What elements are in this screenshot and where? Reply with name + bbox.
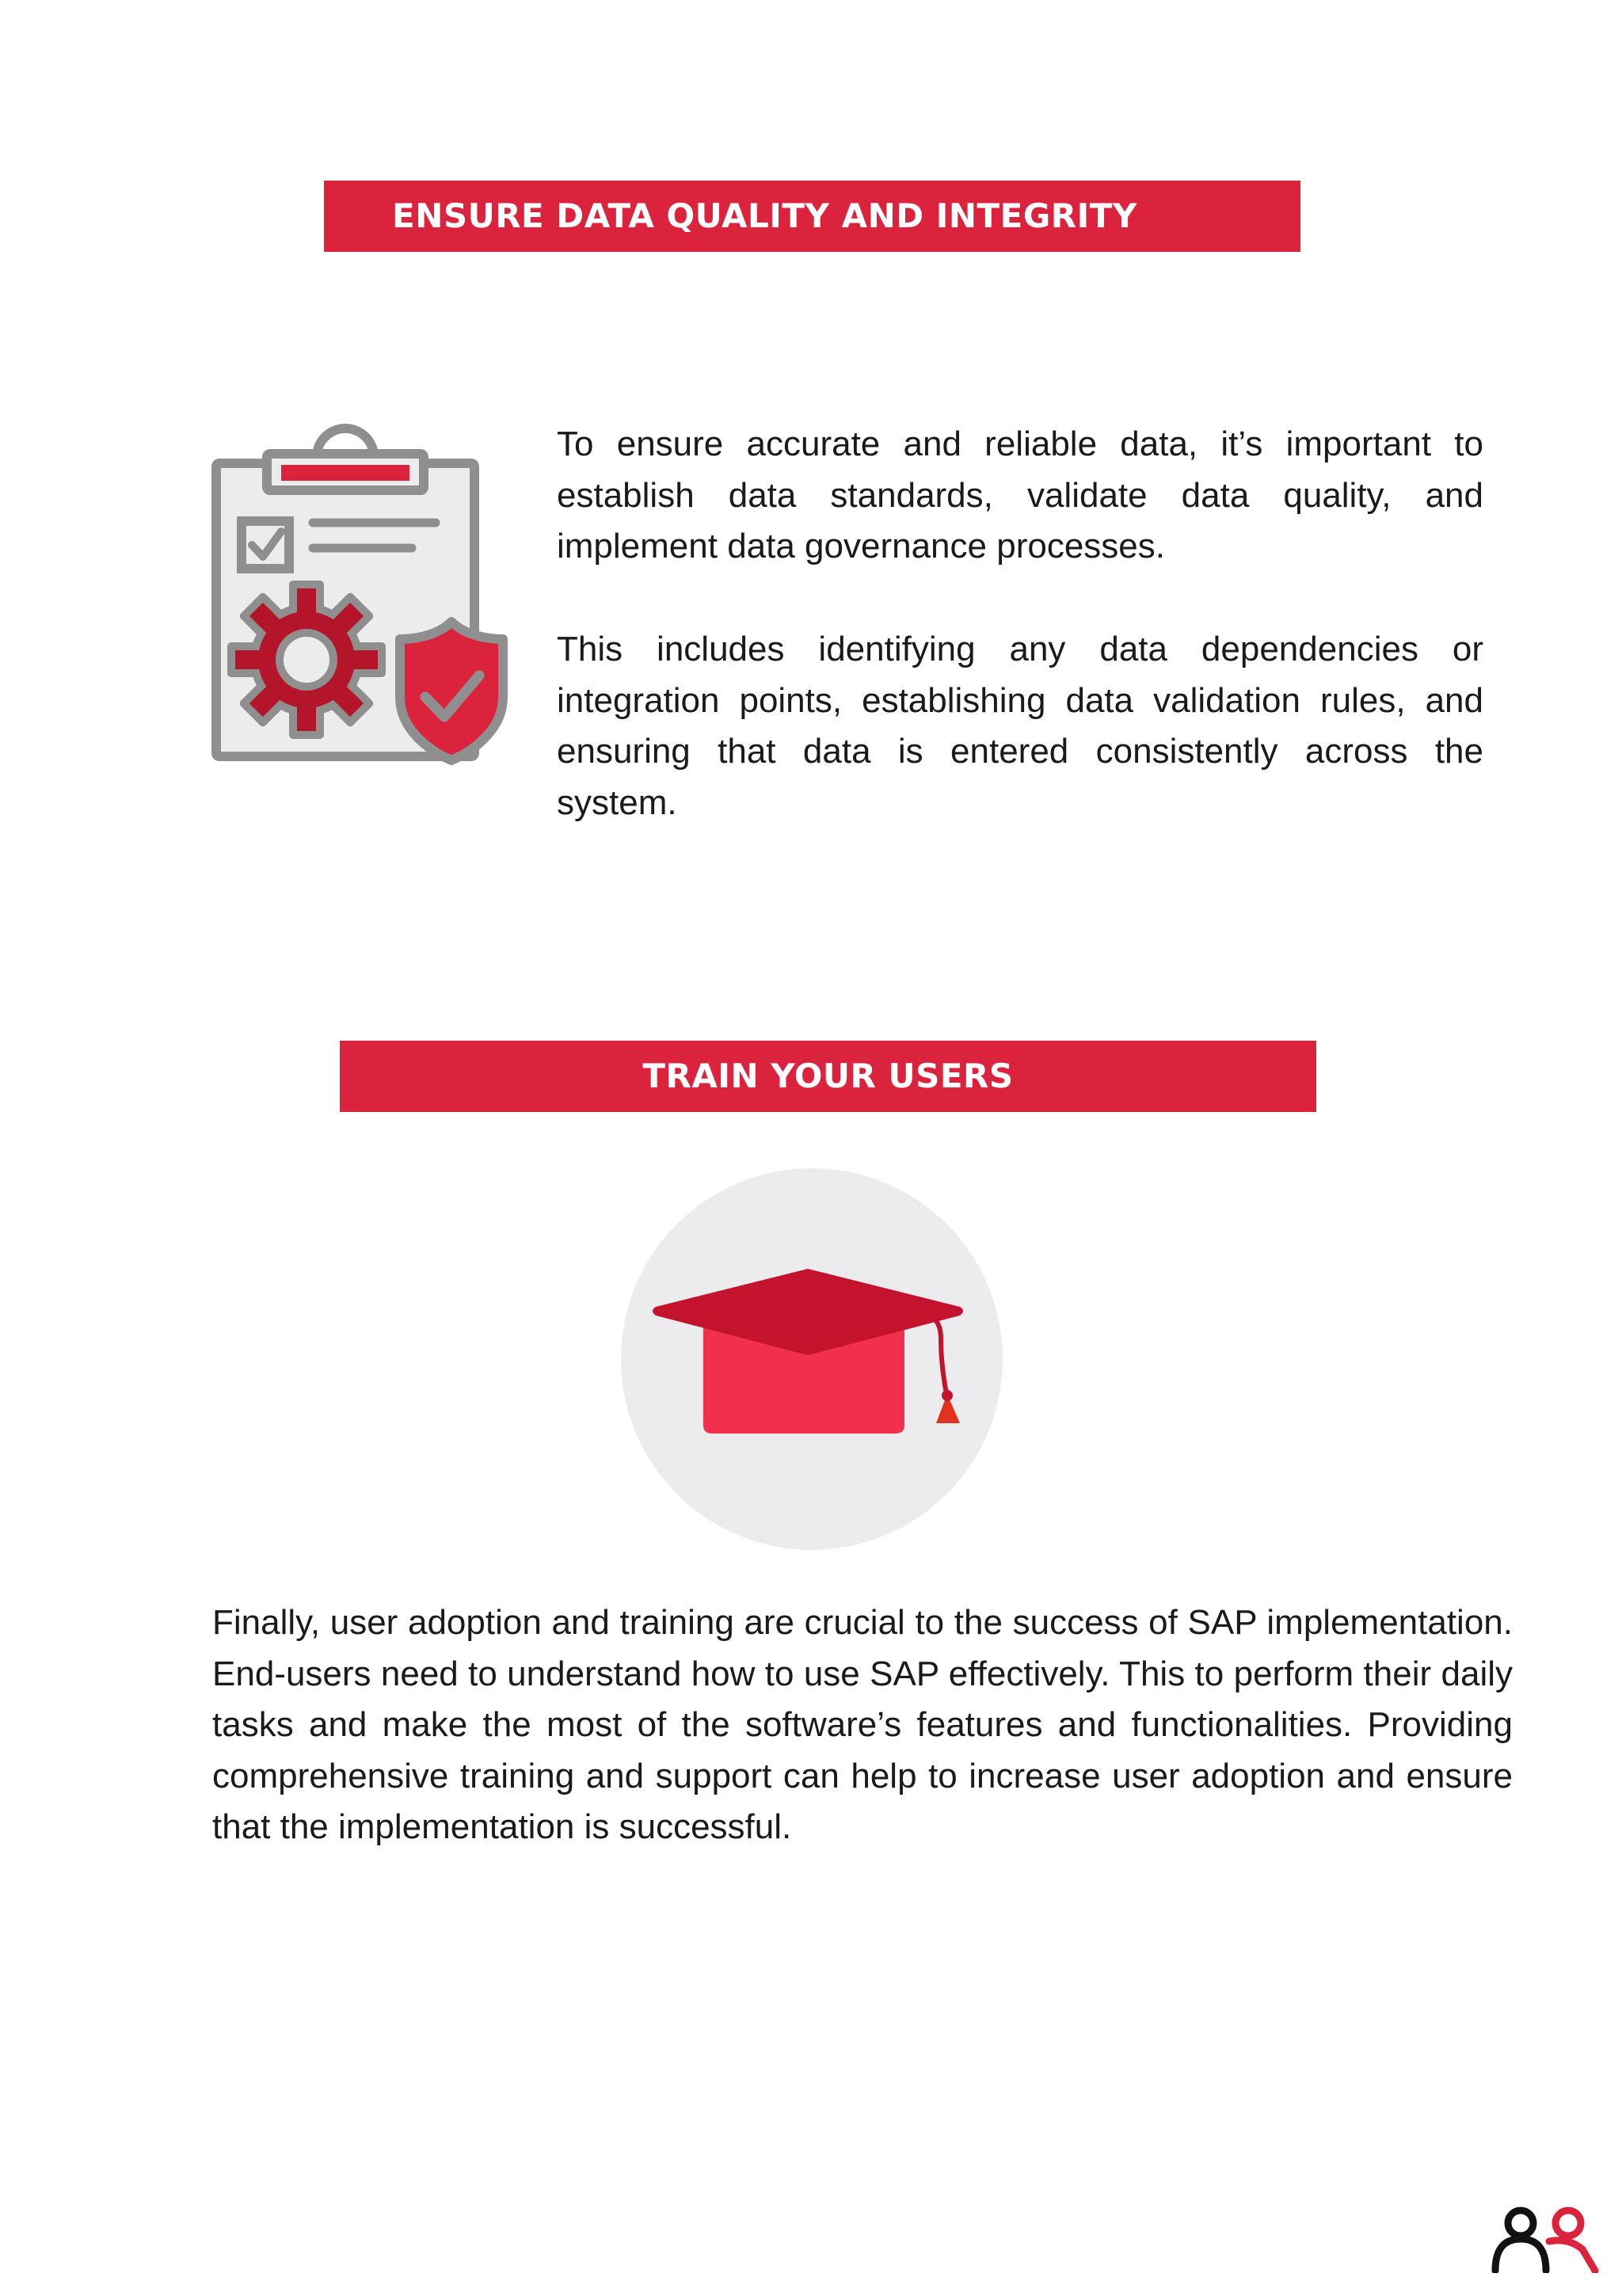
section2-paragraph: Finally, user adoption and training are crucial to the success of SAP implementation. End-users need to understand how to use SAP effectively. This to perform their daily tasks and make the most of the software’s features and functionalities. Providing comprehensive training and support can help to increase user adoption and ensure that the implementation is successful. (212, 1603, 1513, 1846)
section1-paragraph-1: To ensure accurate and reliable data, it’s important to establish data standards, validate data quality, and implement data governance processes. (557, 425, 1483, 565)
section-title-data-quality (324, 181, 1300, 252)
section1-paragraph-2: This includes identifying any data dependencies or integration points, establishing data validation rules, and ensuring that data is entered consistently across the system. (557, 630, 1483, 822)
brand-logo-icon (1489, 2206, 1600, 2273)
clipboard-checklist-icon (210, 424, 519, 772)
graduation-cap-icon (621, 1168, 1003, 1550)
section-title-text: ENSURE DATA QUALITY AND INTEGRITY (392, 196, 1137, 235)
section-title-text: TRAIN YOUR USERS (642, 1057, 1014, 1095)
section-title-train-users (340, 1041, 1316, 1112)
